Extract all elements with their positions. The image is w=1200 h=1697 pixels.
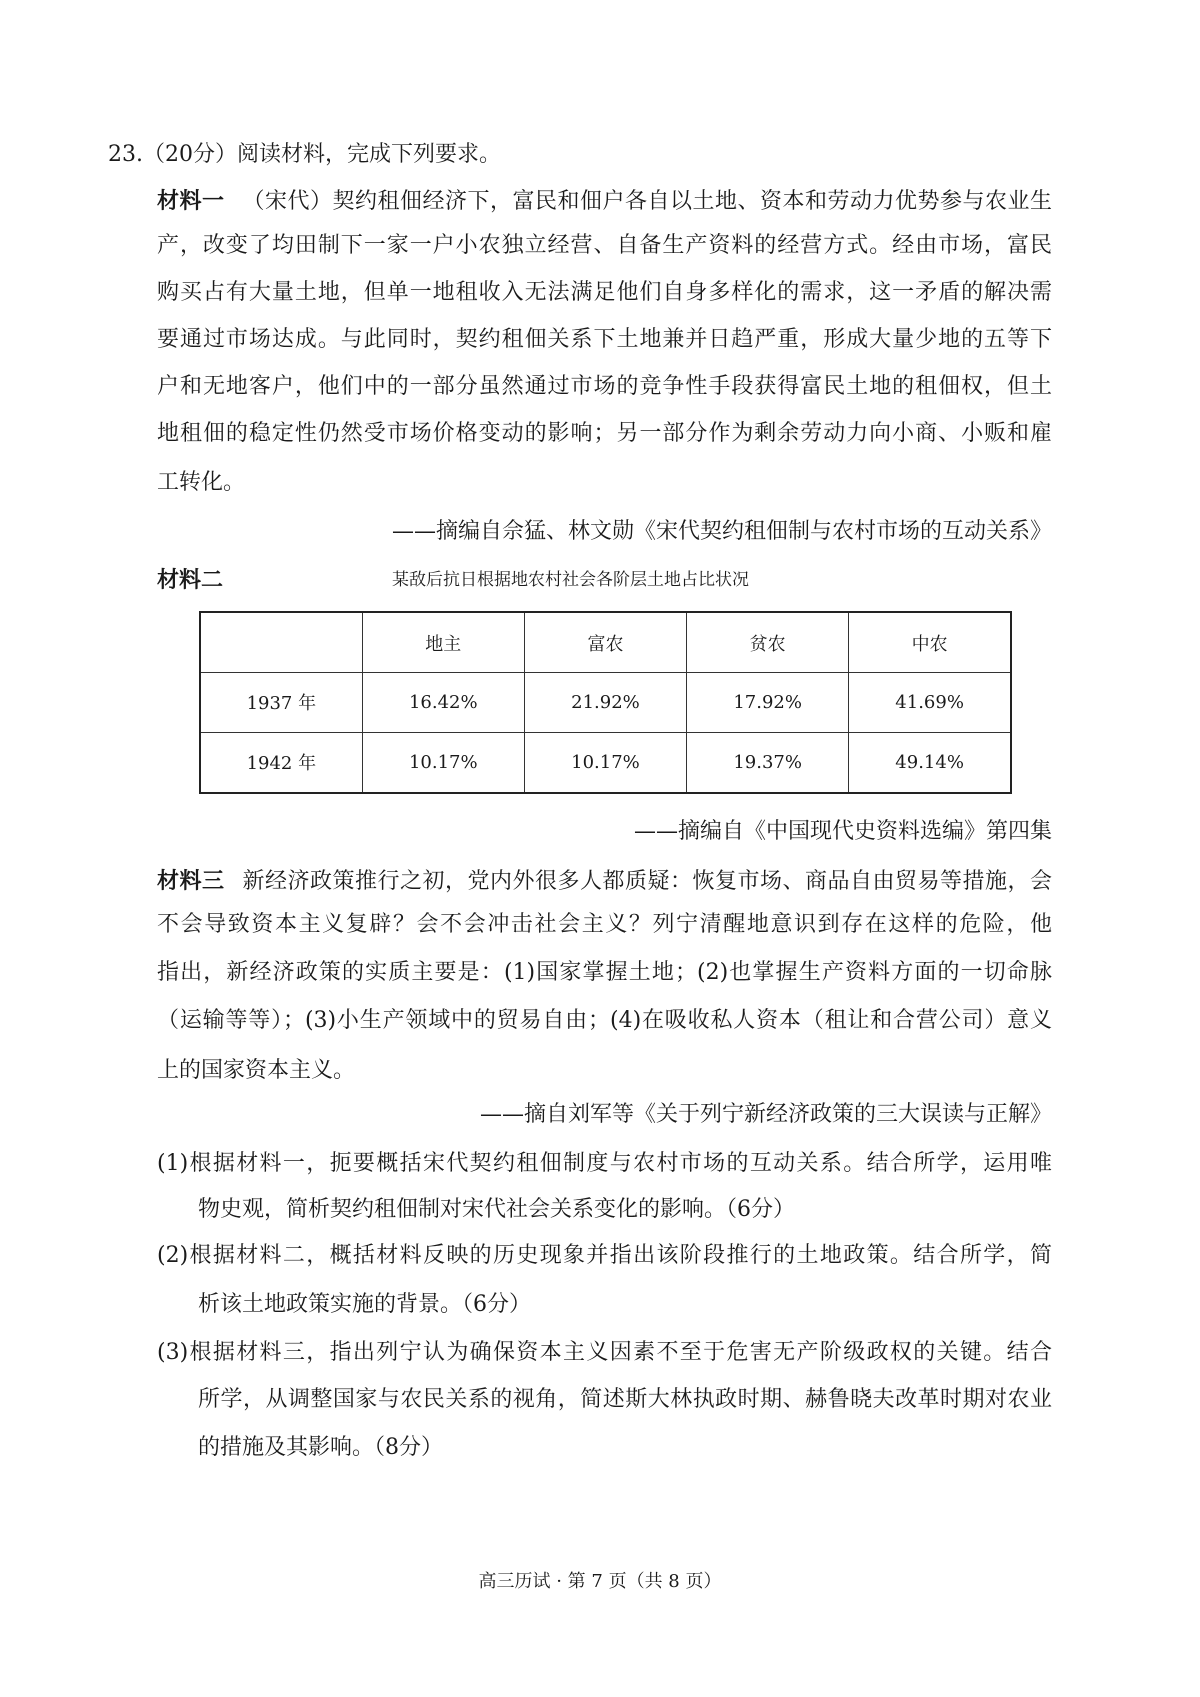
subquestion-1: (1)根据材料一，扼要概括宋代契约租佃制度与农村市场的互动关系。结合所学，运用唯 xyxy=(157,1151,1052,1176)
material1-line: 工转化。 xyxy=(157,470,246,495)
table-header-cell xyxy=(200,612,362,673)
table-cell: 49.14% xyxy=(849,732,1011,793)
table-cell: 1937 年 xyxy=(200,673,362,733)
table-cell: 41.69% xyxy=(849,673,1011,733)
material3-line: 材料三 新经济政策推行之初，党内外很多人都质疑：恢复市场、商品自由贸易等措施，会 xyxy=(157,868,1052,894)
table-header-row xyxy=(200,612,1011,673)
material3-line: （运输等等）；(3)小生产领域中的贸易自由；(4)在吸收私人资本（租让和合营公司）意义 xyxy=(157,1008,1052,1033)
subquestion-3: 的措施及其影响。（8分） xyxy=(198,1435,443,1460)
material1-line: 材料一 （宋代）契约租佃经济下，富民和佃户各自以土地、资本和劳动力优势参与农业生 xyxy=(157,188,1052,214)
material1-line: 产，改变了均田制下一家一户小农独立经营、自备生产资料的经营方式。经由市场，富民 xyxy=(157,233,1052,258)
material3-line: 不会导致资本主义复辟？会不会冲击社会主义？列宁清醒地意识到存在这样的危险，他 xyxy=(157,912,1052,937)
material3-citation: ——摘自刘军等《关于列宁新经济政策的三大误读与正解》 xyxy=(479,1102,1052,1127)
material1-line: 户和无地客户，他们中的一部分虽然通过市场的竞争性手段获得富民土地的租佃权，但土 xyxy=(157,374,1052,399)
material3-line: 上的国家资本主义。 xyxy=(157,1058,356,1083)
subquestion-2: (2)根据材料二，概括材料反映的历史现象并指出该阶段推行的土地政策。结合所学，简 xyxy=(157,1243,1052,1268)
subquestion-3: 所学，从调整国家与农民关系的视角，简述斯大林执政时期、赫鲁晓夫改革时期对农业 xyxy=(198,1387,1052,1412)
table-cell: 10.17% xyxy=(524,732,686,793)
material3-label: 材料三 xyxy=(157,868,225,894)
material1-citation: ——摘编自佘猛、林文勋《宋代契约租佃制与农村市场的互动关系》 xyxy=(391,519,1052,544)
table-cell: 10.17% xyxy=(362,732,524,793)
question-header: 23.（20分）阅读材料，完成下列要求。 xyxy=(108,142,501,167)
land-share-table xyxy=(199,611,1012,794)
material3-line: 指出，新经济政策的实质主要是：(1)国家掌握土地；(2)也掌握生产资料方面的一切命脉 xyxy=(157,960,1052,985)
material1-label: 材料一 xyxy=(157,188,225,214)
table-cell: 16.42% xyxy=(362,673,524,733)
material1-line: 购买占有大量土地，但单一地租收入无法满足他们自身多样化的需求，这一矛盾的解决需 xyxy=(157,280,1052,305)
table-header-cell: 富农 xyxy=(524,612,686,673)
table-header-cell: 中农 xyxy=(849,612,1011,673)
subquestion-3: (3)根据材料三，指出列宁认为确保资本主义因素不至于危害无产阶级政权的关键。结合 xyxy=(157,1340,1052,1365)
table-row xyxy=(200,732,1011,793)
table-cell: 19.37% xyxy=(687,732,849,793)
table-row xyxy=(200,673,1011,733)
material1-line: 要通过市场达成。与此同时，契约租佃关系下土地兼并日趋严重，形成大量少地的五等下 xyxy=(157,327,1052,352)
table-header-cell: 地主 xyxy=(362,612,524,673)
subquestion-2: 析该土地政策实施的背景。（6分） xyxy=(198,1292,531,1317)
table-header-cell: 贫农 xyxy=(687,612,849,673)
material2-citation: ——摘编自《中国现代史资料选编》第四集 xyxy=(633,819,1052,844)
subquestion-1: 物史观，简析契约租佃制对宋代社会关系变化的影响。（6分） xyxy=(198,1197,795,1222)
material2-label: 材料二 xyxy=(157,567,224,593)
material1-line: 地租佃的稳定性仍然受市场价格变动的影响；另一部分作为剩余劳动力向小商、小贩和雇 xyxy=(157,421,1052,446)
table-cell: 17.92% xyxy=(687,673,849,733)
table-caption: 某敌后抗日根据地农村社会各阶层土地占比状况 xyxy=(392,570,749,590)
table-cell: 1942 年 xyxy=(200,732,362,793)
table-cell: 21.92% xyxy=(524,673,686,733)
page-footer: 高三历试 · 第 7 页（共 8 页） xyxy=(478,1571,722,1592)
